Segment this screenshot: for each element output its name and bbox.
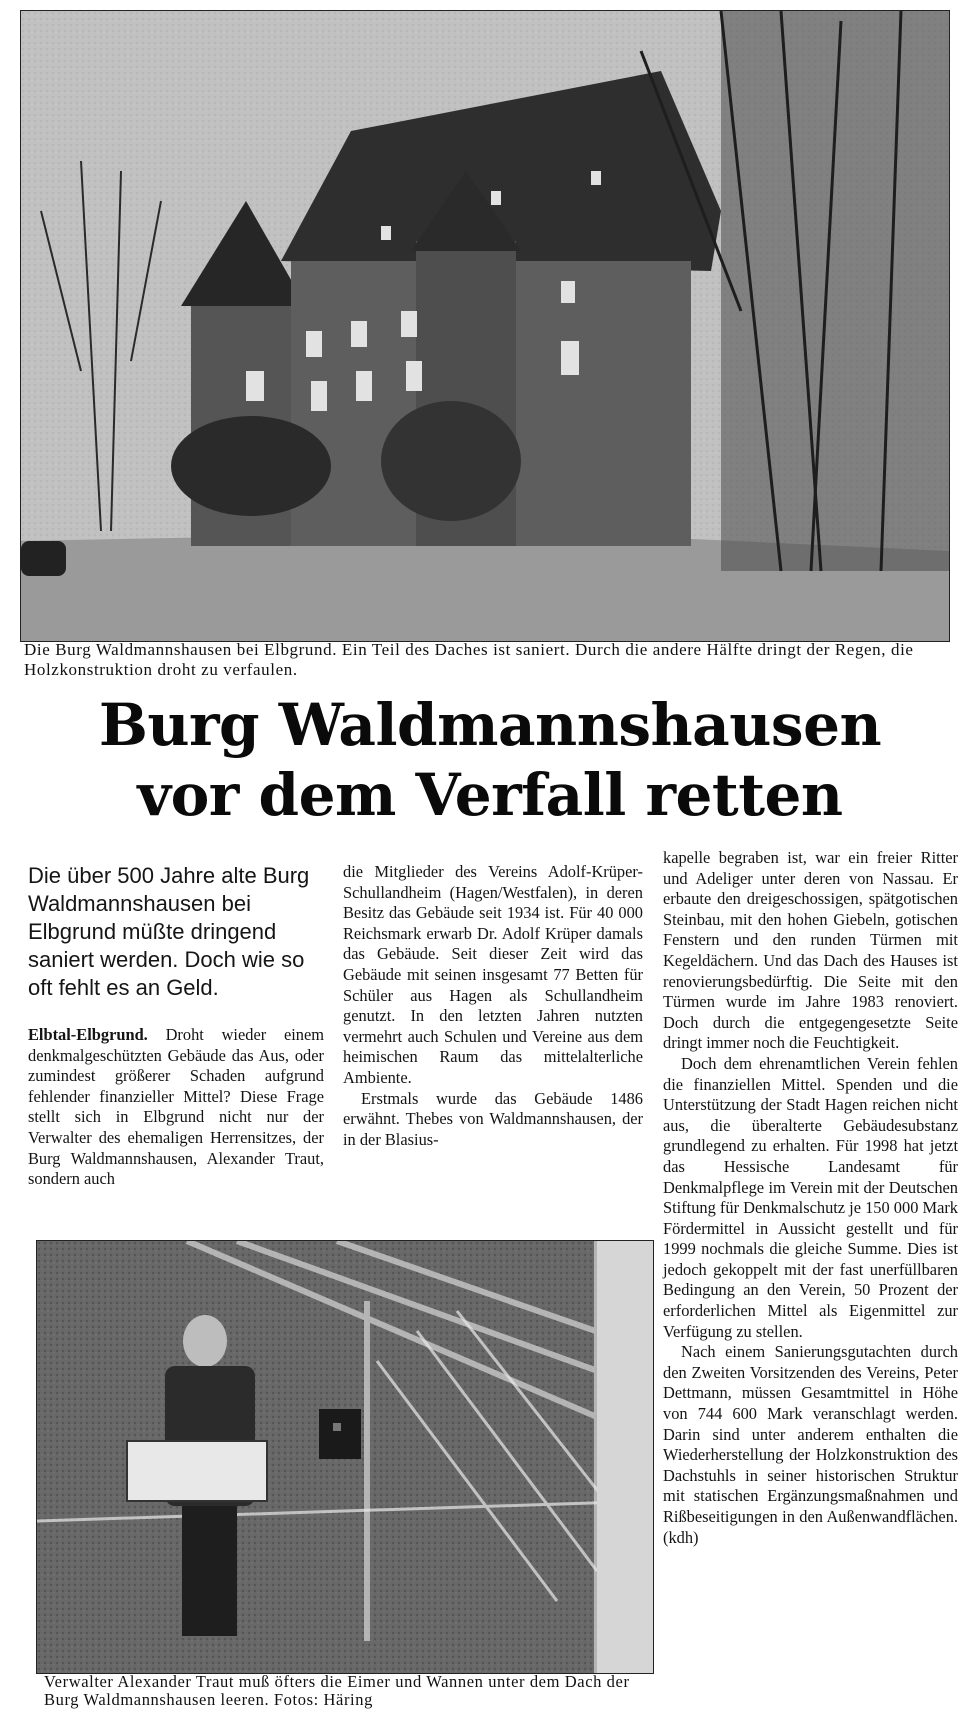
paragraph: Doch dem ehrenamtlichen Verein fehlen die finanziellen Mittel. Spenden und die Unterstützung der Stadt Hagen reichen nicht aus, die überalterte Gebäudesubstanz grundlegend zu erhalten. Für 1998 hat jetzt das Hessische Landesamt für Denkmalpflege im Verein mit der Deutschen Stiftung für Denkmalschutz je 150 000 Mark Fördermittel in Aussicht gestellt und für 1999 nochmals die gleiche Summe. Dies ist jedoch gekoppelt mit der fast unerfüllbaren Bedingung an den Verein, 50 Prozent der erforderlichen Mittel als Eigenmittel zur Verfügung zu stellen. bbox=[663, 1053, 958, 1341]
article-column-1 bbox=[28, 1025, 324, 1190]
attic-photo bbox=[36, 1240, 654, 1674]
article-lead: Die über 500 Jahre alte Burg Waldmannshausen bei Elbgrund müßte dringend saniert werden. Doch wie so oft fehlt es an Geld. bbox=[28, 863, 310, 1000]
paragraph: kapelle begraben ist, war ein freier Ritter und Adeliger unter deren von Nassau. Er erbaute den dreigeschossigen, spätgotischen Steinbau, mit den hohen Giebeln, gotischen Fenstern und den runden Türmen mit Kegeldächern. Und das Dach des Hauses ist renovierungsbedürftig. Die Seite mit den Türmen wurde im Jahre 1983 renoviert. Doch durch die entgegengesetzte Seite dringt immer noch die Feuchtigkeit. bbox=[663, 848, 958, 1053]
paragraph: Erstmals wurde das Gebäude 1486 erwähnt. Thebes von Waldmannshausen, der in der Blasius- bbox=[343, 1088, 643, 1149]
paragraph: die Mitglieder des Vereins Adolf-Krüper-Schullandheim (Hagen/Westfalen), in deren Besitz das Gebäude seit 1934 ist. Für 40 000 Reichsmark erwarb Dr. Adolf Krüper damals das Gebäude. Seit dieser Zeit wird das Gebäude mit seinen insgesamt 77 Betten für Schüler aus Hagen als Schullandheim genutzt. In den letzten Jahren nutzten vermehrt auch Schulen und Vereine aus dem heimischen Raum das mittelalterliche Ambiente. bbox=[343, 862, 643, 1087]
article-column-2 bbox=[343, 862, 643, 1150]
paragraph: Nach einem Sanierungsgutachten durch den Zweiten Vorsitzenden des Vereins, Peter Dettmann, müssen Gesamtmittel in Höhe von 744 600 Mark veranschlagt werden. Darin sind unter anderem enthalten die Wiederherstellung der Holzkonstruktion des Dachstuhls in seiner historischen Struktur mit statischen Ergänzungsmaßnahmen und Rißbeseitigungen in den Außenwandflächen. (kdh) bbox=[663, 1342, 958, 1547]
castle-photo bbox=[20, 10, 950, 642]
paragraph bbox=[28, 1025, 324, 1190]
paragraph-text: Droht wieder einem denkmalgeschützten Gebäude das Aus, oder zumindest größerer Schaden aufgrund fehlender finanzieller Mittel? Diese Frage stellt sich in Elbgrund nicht nur der Verwalter des ehemaligen Herrensitzes, der Burg Waldmannshausen, Alexander Traut, sondern auch bbox=[28, 1025, 324, 1189]
top-photo-caption: Die Burg Waldmannshausen bei Elbgrund. Ein Teil des Daches ist saniert. Durch die andere Hälfte dringt der Regen, die Holzkonstruktion droht zu verfaulen. bbox=[24, 640, 914, 679]
bottom-photo-caption: Verwalter Alexander Traut muß öfters die Eimer und Wannen unter dem Dach der Burg Waldmannshausen leeren. Fotos: Häring bbox=[44, 1672, 630, 1709]
dateline: Elbtal-Elbgrund. bbox=[28, 1025, 148, 1044]
headline-line-1: Burg Waldmannshausen bbox=[98, 691, 882, 759]
article-column-3 bbox=[663, 848, 958, 1548]
headline-line-2: vor dem Verfall retten bbox=[137, 761, 843, 829]
